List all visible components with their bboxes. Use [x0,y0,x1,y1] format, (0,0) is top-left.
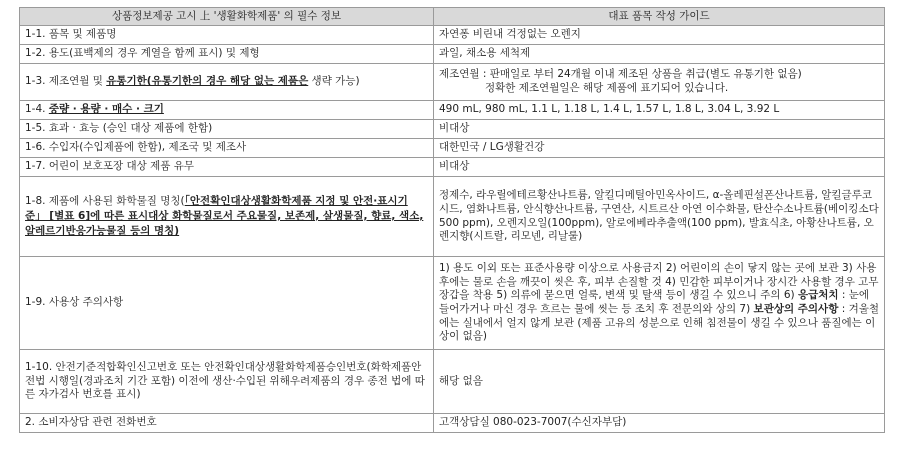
row-guide: 1) 용도 이외 또는 표준사용량 이상으로 사용금지 2) 어린이의 손이 닿지 않는 곳에 보관 3) 사용 후에는 물로 손을 깨끗이 씻은 후, 피부 손질할 것 4) 민감한 피부이거나 장시간 사용할 경우 고무장갑을 착용 5) 의류에 묻으면 얼룩, 변색 및 탈색 등이 생길 수 있으니 주의 6) 응급처치 : 눈에 들어가거나 마신 경우 흐르는 물에 씻는 등 조치 후 전문의와 상의 7) 보관상의 주의사항 : 겨울철에는 실내에서 얼지 않게 보관 (제품 고유의 성분으로 인해 침전물이 생길 수 있으나 품질에는 이상이 없음) [434,257,885,350]
row-guide: 해당 없음 [434,350,885,414]
row-guide: 비대상 [434,120,885,139]
table-row [20,45,885,64]
table-row [20,350,885,414]
table-row [20,64,885,101]
header-required-info: 상품정보제공 고시 上 '생활화학제품' 의 필수 정보 [20,8,434,26]
row-label: 1-7. 어린이 보호포장 대상 제품 유무 [20,158,434,177]
row-guide: 대한민국 / LG생활건강 [434,139,885,158]
row-guide: 정제수, 라우릴에테르황산나트륨, 알킬디메틸아민옥사이드, α-올레핀설폰산나트륨, 알킬글루코시드, 염화나트륨, 안식향산나트륨, 구연산, 시트르산 아연 이수화물, 탄산수소나트륨(베이킹소다 500 ppm), 오렌지오일(100ppm), 알로에베라추출액(100 ppm), 발효식초, 아황산나트륨, 오렌지향(시트랄, 리모넨, 리날룰) [434,177,885,257]
row-guide: 자연퐁 비린내 걱정없는 오렌지 [434,26,885,45]
row-label: 1-5. 효과 · 효능 (승인 대상 제품에 한함) [20,120,434,139]
row-guide: 490 mL, 980 mL, 1.1 L, 1.18 L, 1.4 L, 1.57 L, 1.8 L, 3.04 L, 3.92 L [434,101,885,120]
row-guide: 제조연월 : 판매일로 부터 24개월 이내 제조된 상품을 취급(별도 유통기한 없음) 정확한 제조연월일은 해당 제품에 표기되어 있습니다. [434,64,885,101]
table-header-row [20,8,885,26]
row-label: 1-6. 수입자(수입제품에 한함), 제조국 및 제조사 [20,139,434,158]
row-label: 1-1. 품목 및 제품명 [20,26,434,45]
table-row [20,101,885,120]
row-guide: 과일, 채소용 세척제 [434,45,885,64]
row-label: 1-3. 제조연월 및 유통기한(유통기한의 경우 해당 없는 제품은 생략 가능) [20,64,434,101]
table-row [20,139,885,158]
table-row [20,177,885,257]
row-label: 1-10. 안전기준적합확인신고번호 또는 안전확인대상생활화학제품승인번호(화학제품안전법 시행일(경과조치 기간 포함) 이전에 생산·수입된 위해우려제품의 경우 종전 법에 따른 자가검사 번호를 표시) [20,350,434,414]
row-label: 1-2. 용도(표백제의 경우 계열을 함께 표시) 및 제형 [20,45,434,64]
table-row [20,414,885,433]
row-guide: 비대상 [434,158,885,177]
header-guide: 대표 품목 작성 가이드 [434,8,885,26]
table-row [20,120,885,139]
table-row [20,158,885,177]
row-label: 1-9. 사용상 주의사항 [20,257,434,350]
table-row [20,257,885,350]
table-row [20,26,885,45]
row-label: 1-8. 제품에 사용된 화학물질 명칭(「안전확인대상생활화학제품 지정 및 안전·표시기준」 [별표 6]에 따른 표시대상 화학물질로서 주요물질, 보존제, 살생물질, 향료, 색소, 알레르기반응가능물질 등의 명칭) [20,177,434,257]
row-label: 2. 소비자상담 관련 전화번호 [20,414,434,433]
row-guide: 고객상담실 080-023-7007(수신자부담) [434,414,885,433]
product-info-table [19,7,885,433]
row-label: 1-4. 중량 · 용량 · 매수 · 크기 [20,101,434,120]
